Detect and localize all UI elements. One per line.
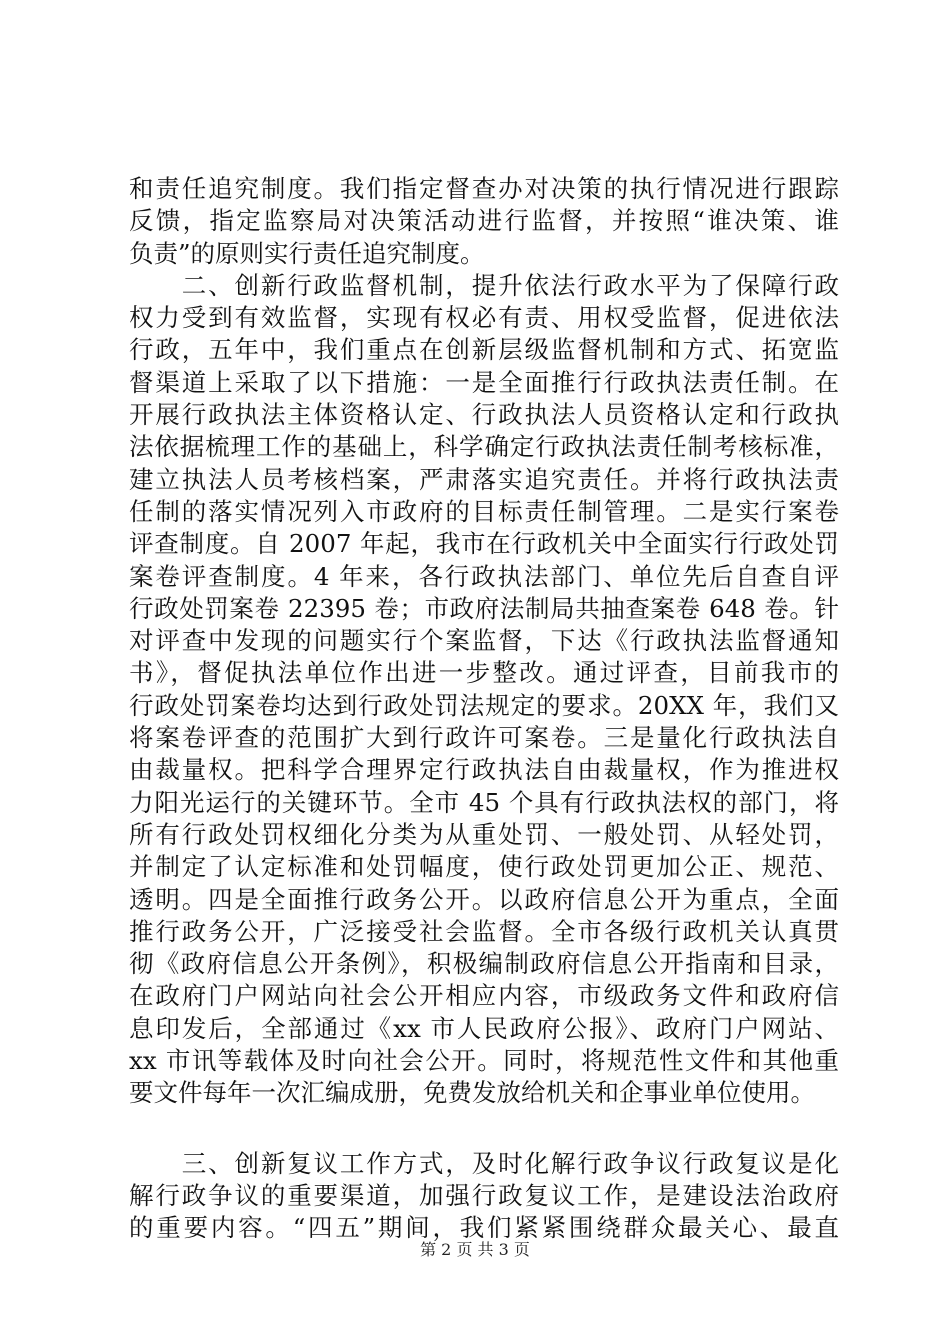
text-line: 行政处罚案卷 22395 卷；市政府法制局共抽查案卷 648 卷。针 [129, 593, 839, 623]
text-line: 评查制度。自 2007 年起，我市在行政机关中全面实行行政处罚 [129, 529, 839, 559]
text-line: 解行政争议的重要渠道，加强行政复议工作，是建设法治政府 [129, 1180, 839, 1210]
text-line: 负责”的原则实行责任追究制度。 [129, 238, 485, 268]
text-line: 要文件每年一次汇编成册，免费发放给机关和企事业单位使用。 [129, 1078, 815, 1108]
paragraph-gap [129, 1110, 839, 1148]
text-line: 开展行政执法主体资格认定、行政执法人员资格认定和行政执 [129, 400, 839, 430]
text-line: 和责任追究制度。我们指定督查办对决策的执行情况进行跟踪 [129, 174, 839, 203]
document-body [129, 173, 839, 1245]
text-line: 对评查中发现的问题实行个案监督，下达《行政执法监督通知 [129, 626, 839, 656]
text-line: 二、创新行政监督机制，提升依法行政水平为了保障行政 [129, 270, 839, 300]
text-line: 彻《政府信息公开条例》，积极编制政府信息公开指南和目录， [129, 949, 839, 979]
text-line: 权力受到有效监督，实现有权必有责、用权受监督，促进依法 [129, 303, 839, 333]
text-line: 所有行政处罚权细化分类为从重处罚、一般处罚、从轻处罚， [129, 819, 839, 849]
text-line: 三、创新复议工作方式，及时化解行政争议行政复议是化 [129, 1148, 839, 1178]
text-line: 推行政务公开，广泛接受社会监督。全市各级行政机关认真贯 [129, 916, 839, 946]
text-line: 的重要内容。“四五”期间，我们紧紧围绕群众最关心、最直 [129, 1213, 839, 1243]
text-line: 并制定了认定标准和处罚幅度，使行政处罚更加公正、规范、 [129, 852, 839, 882]
text-line: 力阳光运行的关键环节。全市 45 个具有行政执法权的部门，将 [129, 787, 839, 817]
text-line: 在政府门户网站向社会公开相应内容，市级政务文件和政府信 [129, 981, 839, 1011]
text-line: 由裁量权。把科学合理界定行政执法自由裁量权，作为推进权 [129, 755, 839, 785]
text-line: 案卷评查制度。4 年来，各行政执法部门、单位先后自查自评 [129, 561, 839, 591]
text-line: 建立执法人员考核档案，严肃落实追究责任。并将行政执法责 [129, 464, 839, 494]
text-line: 行政，五年中，我们重点在创新层级监督机制和方式、拓宽监 [129, 335, 839, 365]
text-line: 书》，督促执法单位作出进一步整改。通过评查，目前我市的 [129, 658, 839, 688]
text-line: 息印发后，全部通过《xx 市人民政府公报》、政府门户网站、 [129, 1013, 839, 1043]
text-line: 反馈，指定监察局对决策活动进行监督，并按照“谁决策、谁 [129, 206, 839, 236]
text-line: 督渠道上采取了以下措施：一是全面推行行政执法责任制。在 [129, 367, 839, 397]
text-line: 法依据梳理工作的基础上，科学确定行政执法责任制考核标准， [129, 432, 839, 462]
text-line: 透明。四是全面推行政务公开。以政府信息公开为重点，全面 [129, 884, 839, 914]
text-line: xx 市讯等载体及时向社会公开。同时，将规范性文件和其他重 [129, 1046, 839, 1076]
text-line: 任制的落实情况列入市政府的目标责任制管理。二是实行案卷 [129, 496, 839, 526]
text-line: 将案卷评查的范围扩大到行政许可案卷。三是量化行政执法自 [129, 723, 839, 753]
page-number-footer: 第 2 页 共 3 页 [420, 1240, 530, 1259]
text-line: 行政处罚案卷均达到行政处罚法规定的要求。20XX 年，我们又 [129, 690, 839, 720]
